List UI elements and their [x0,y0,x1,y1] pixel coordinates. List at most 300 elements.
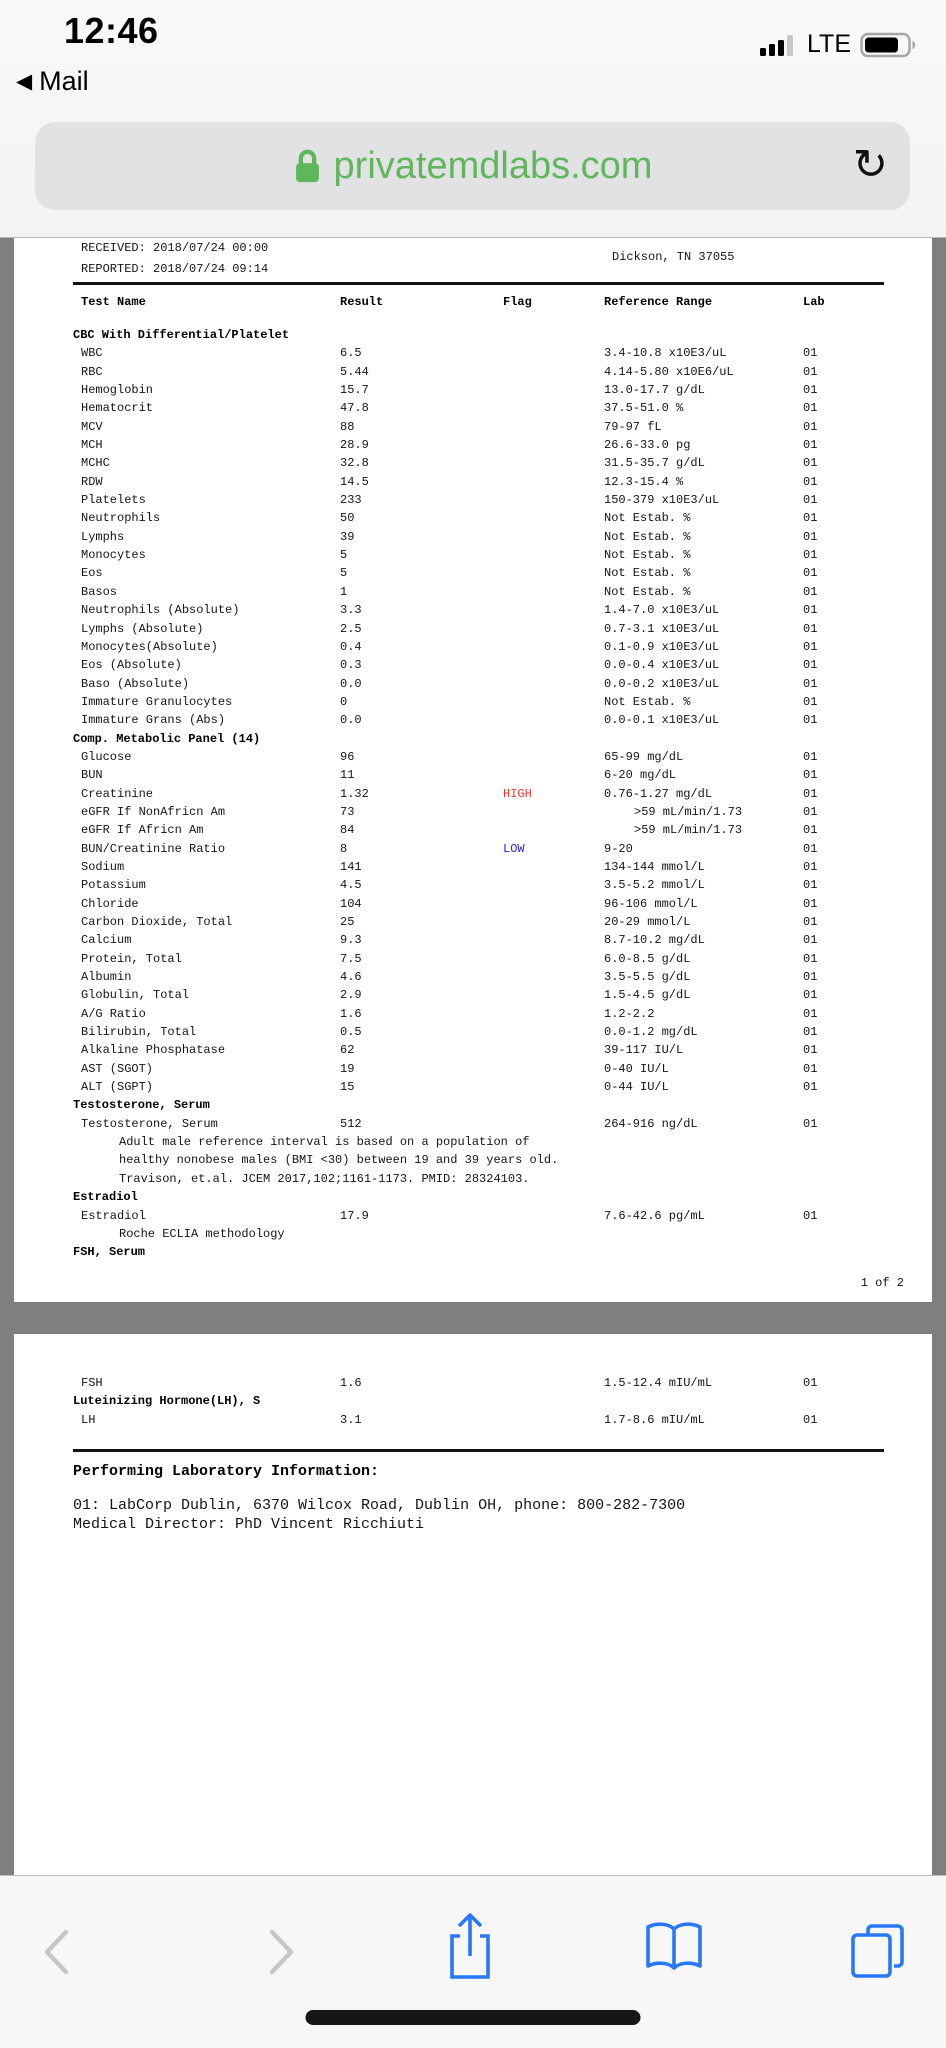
cell-flag [503,620,604,638]
cell-result: 84 [340,823,355,838]
back-triangle-icon: ◀ [16,70,33,93]
cell-flag [503,454,604,472]
table-row [14,1005,932,1023]
cell-result: 7.5 [340,951,362,966]
col-reference-range: Reference Range [604,295,713,309]
safari-bottom-toolbar [0,1875,946,2048]
cell-flag [503,1023,604,1041]
note-line: Roche ECLIA methodology [119,1226,285,1241]
cell-flag [503,766,604,784]
table-row [14,950,932,968]
status-time: 12:46 [64,10,159,51]
cell-name: RBC [81,364,103,379]
table-row [14,1411,932,1429]
share-button[interactable] [440,1910,500,1985]
share-icon [440,1910,500,1982]
patient-city: Dickson, TN 37055 [612,250,735,264]
cell-result: 2.9 [340,988,362,1003]
cell-flag [503,436,604,454]
table-row [14,858,932,876]
table-row [14,968,932,986]
cell-name: MCHC [81,456,110,471]
cell-flag [503,693,604,711]
cell-flag [503,1411,604,1429]
table-row [14,638,932,656]
cell-result: 47.8 [340,401,369,416]
cell-lab: 01 [803,474,818,489]
page-gap [0,1302,946,1320]
cell-lab: 01 [803,364,818,379]
cell-lab: 01 [803,529,818,544]
cell-range: Not Estab. % [604,694,691,709]
cell-flag [503,1115,604,1133]
table-row [14,436,932,454]
cell-lab: 01 [803,988,818,1003]
cell-lab: 01 [803,1043,818,1058]
cell-name: RDW [81,474,103,489]
cell-lab: 01 [803,933,818,948]
cell-result: 15 [340,1080,355,1095]
cell-name: ALT (SGPT) [81,1080,154,1095]
cell-range: 6.0-8.5 g/dL [604,951,691,966]
cell-name: Basos [81,584,118,599]
table-row [14,620,932,638]
cell-name: Creatinine [81,786,154,801]
cell-range: 3.4-10.8 x10E3/uL [604,346,727,361]
cell-lab: 01 [803,1006,818,1021]
status-right-cluster [760,30,920,59]
cell-result: 32.8 [340,456,369,471]
back-app-label: Mail [39,66,89,96]
cell-result: 0.5 [340,1025,362,1040]
book-icon [642,1920,706,1978]
section-header: FSH, Serum [73,1245,146,1260]
cell-result: 25 [340,915,355,929]
cell-lab: 01 [803,713,818,728]
cell-range: Not Estab. % [604,548,691,563]
cell-range: 150-379 x10E3/uL [604,493,720,508]
back-to-mail-button[interactable] [16,66,89,97]
cell-lab: 01 [803,786,818,801]
back-button[interactable] [42,1928,70,1979]
cell-name: Lymphs (Absolute) [81,621,204,636]
table-header-row [14,294,932,312]
cell-lab: 01 [803,419,818,434]
cell-result: 5 [340,566,348,581]
cell-result: 1.6 [340,1376,362,1390]
cell-flag [503,344,604,362]
chevron-right-icon [268,1928,296,1976]
cell-range: 0-40 IU/L [604,1061,669,1076]
cell-result: 3.1 [340,1412,362,1427]
table-row [14,748,932,766]
table-row [14,766,932,784]
table-row [14,583,932,601]
cell-result: 19 [340,1061,355,1076]
cell-flag [503,638,604,656]
cell-lab: 01 [803,658,818,673]
cell-range: Not Estab. % [604,511,691,526]
cell-range: 6-20 mg/dL [604,768,677,783]
network-type-label: LTE [807,30,851,58]
note-line: healthy nonobese males (BMI <30) between 19 and 39 years old. [119,1153,559,1168]
cell-name: BUN [81,768,103,783]
cell-lab: 01 [803,346,818,361]
home-indicator[interactable] [306,2010,641,2025]
cell-flag [503,473,604,491]
cell-range: 4.14-5.80 x10E6/uL [604,364,734,379]
table-row [14,546,932,564]
table-row [14,418,932,436]
cell-range: 20-29 mmol/L [604,915,691,929]
cell-result: 104 [340,896,362,911]
cell-name: Testosterone, Serum [81,1116,218,1131]
cell-range: Not Estab. % [604,566,691,581]
performing-lab-title: Performing Laboratory Information: [73,1463,380,1481]
cell-result: 1.6 [340,1006,362,1021]
url-bar[interactable] [35,122,910,210]
cell-lab: 01 [803,566,818,581]
cell-range: 3.5-5.2 mmol/L [604,878,705,893]
cell-name: Protein, Total [81,951,182,966]
cell-lab: 01 [803,1061,818,1076]
cell-flag [503,803,604,821]
cell-lab: 01 [803,401,818,416]
received-line: RECEIVED: 2018/07/24 00:00 [81,241,269,255]
table-row [14,1207,932,1225]
table-row [14,785,932,803]
note-line: Travison, et.al. JCEM 2017,102;1161-1173. PMID: 28324103. [119,1171,530,1186]
cell-result: 11 [340,768,355,783]
cell-result: 233 [340,493,362,508]
table-row [14,1374,932,1392]
report-page-2 [14,1334,932,1876]
page1-rows [14,326,932,1262]
table-row [14,821,932,839]
cell-lab: 01 [803,1080,818,1095]
table-row [14,711,932,729]
cell-name: Alkaline Phosphatase [81,1043,226,1058]
cell-lab: 01 [803,621,818,636]
cell-result: 1.32 [340,786,369,801]
cell-flag [503,1374,604,1392]
page2-rows [14,1334,932,1429]
cell-flag [503,564,604,582]
url-domain: privatemdlabs.com [333,144,653,187]
cell-range: Not Estab. % [604,584,691,599]
cell-result: 28.9 [340,438,369,453]
cell-range: 0.7-3.1 x10E3/uL [604,621,720,636]
cell-name: MCV [81,419,103,434]
cell-flag [503,601,604,619]
table-row [14,656,932,674]
cell-lab: 01 [803,456,818,471]
table-row [14,803,932,821]
cell-name: Platelets [81,493,146,508]
cell-name: Calcium [81,933,132,948]
cell-result: 5.44 [340,364,369,379]
section-header: Testosterone, Serum [73,1098,210,1113]
cell-lab: 01 [803,511,818,526]
note-line: Adult male reference interval is based on a population of [119,1135,530,1150]
table-row [14,601,932,619]
cell-flag: LOW [503,841,525,856]
cell-result: 141 [340,859,362,874]
cell-result: 15.7 [340,383,369,398]
cell-name: MCH [81,438,103,453]
bookmarks-button[interactable] [642,1920,706,1981]
cell-range: 65-99 mg/dL [604,749,684,764]
reload-icon[interactable]: ↻ [852,139,888,189]
cell-range: 96-106 mmol/L [604,896,698,911]
cell-range: >59 mL/min/1.73 [634,823,743,838]
cell-name: Hemoglobin [81,383,154,398]
cell-name: Neutrophils [81,511,161,526]
table-row [14,399,932,417]
cell-range: 0.76-1.27 mg/dL [604,786,713,801]
cell-range: 7.6-42.6 pg/mL [604,1208,705,1223]
pdf-viewer[interactable] [0,237,946,1876]
cell-name: eGFR If NonAfricn Am [81,804,226,819]
cellular-signal-icon [760,33,798,57]
table-row [14,344,932,362]
cell-range: 31.5-35.7 g/dL [604,456,705,471]
cell-name: Sodium [81,859,125,874]
cell-flag [503,399,604,417]
cell-flag [503,656,604,674]
table-row [14,1060,932,1078]
cell-flag: HIGH [503,786,532,801]
cell-result: 14.5 [340,474,369,489]
cell-result: 3.3 [340,603,362,618]
cell-name: Estradiol [81,1208,146,1223]
cell-lab: 01 [803,768,818,783]
cell-flag [503,986,604,1004]
cell-flag [503,491,604,509]
cell-lab: 01 [803,878,818,893]
table-row [14,1023,932,1041]
cell-range: 8.7-10.2 mg/dL [604,933,705,948]
cell-range: >59 mL/min/1.73 [634,804,743,819]
cell-range: 264-916 ng/dL [604,1116,698,1131]
cell-flag [503,363,604,381]
cell-lab: 01 [803,548,818,563]
cell-result: 4.5 [340,878,362,893]
cell-flag [503,876,604,894]
cell-lab: 01 [803,694,818,709]
col-test-name: Test Name [81,295,146,309]
cell-range: 12.3-15.4 % [604,474,684,489]
cell-result: 73 [340,804,355,819]
cell-name: Neutrophils (Absolute) [81,603,240,618]
cell-name: Lymphs [81,529,125,544]
table-row [14,895,932,913]
cell-lab: 01 [803,951,818,966]
cell-flag [503,858,604,876]
cell-name: Chloride [81,896,139,911]
section-header: Estradiol [73,1190,138,1205]
cell-flag [503,546,604,564]
cell-name: Carbon Dioxide, Total [81,915,233,929]
lock-icon [293,147,322,185]
cell-flag [503,1207,604,1225]
cell-flag [503,968,604,986]
cell-name: AST (SGOT) [81,1061,154,1076]
cell-range: 0.1-0.9 x10E3/uL [604,639,720,654]
cell-lab: 01 [803,823,818,838]
footer-divider [73,1449,884,1452]
cell-result: 2.5 [340,621,362,636]
cell-range: 26.6-33.0 pg [604,438,691,453]
section-header: CBC With Differential/Platelet [73,328,290,342]
cell-flag [503,931,604,949]
cell-lab: 01 [803,804,818,819]
cell-range: 0.0-0.2 x10E3/uL [604,676,720,691]
cell-flag [503,418,604,436]
cell-lab: 01 [803,970,818,985]
cell-range: Not Estab. % [604,529,691,544]
url-text [293,145,653,188]
cell-range: 37.5-51.0 % [604,401,684,416]
cell-name: Immature Granulocytes [81,694,233,709]
cell-lab: 01 [803,841,818,856]
table-row [14,675,932,693]
cell-flag [503,950,604,968]
cell-name: Monocytes(Absolute) [81,639,218,654]
cell-flag [503,821,604,839]
cell-flag [503,1078,604,1096]
cell-result: 96 [340,749,355,764]
cell-flag [503,748,604,766]
cell-lab: 01 [803,383,818,398]
cell-name: Bilirubin, Total [81,1025,197,1040]
cell-name: Immature Grans (Abs) [81,713,226,728]
table-row [14,693,932,711]
cell-lab: 01 [803,1376,818,1390]
report-page-1 [14,237,932,1302]
safari-top-chrome [0,0,946,238]
cell-flag [503,675,604,693]
received-reported-block [14,237,932,280]
cell-result: 0.0 [340,676,362,691]
cell-result: 0.4 [340,639,362,654]
cell-lab: 01 [803,639,818,654]
cell-flag [503,509,604,527]
cell-name: WBC [81,346,103,361]
cell-name: LH [81,1412,96,1427]
cell-result: 512 [340,1116,362,1131]
cell-lab: 01 [803,915,818,929]
lab-info-line-2: Medical Director: PhD Vincent Ricchiuti [73,1516,425,1534]
cell-result: 0.0 [340,713,362,728]
table-row [14,509,932,527]
cell-lab: 01 [803,584,818,599]
cell-range: 1.4-7.0 x10E3/uL [604,603,720,618]
cell-name: Hematocrit [81,401,154,416]
cell-name: Eos (Absolute) [81,658,182,673]
cell-lab: 01 [803,1412,818,1427]
cell-range: 79-97 fL [604,419,662,434]
chevron-left-icon [42,1928,70,1976]
performing-lab-lines [73,1496,932,1534]
section-header: Luteinizing Hormone(LH), S [73,1394,261,1409]
table-row [14,840,932,858]
cell-range: 134-144 mmol/L [604,859,705,874]
table-row [14,363,932,381]
cell-result: 17.9 [340,1208,369,1223]
cell-flag [503,913,604,931]
cell-range: 1.5-4.5 g/dL [604,988,691,1003]
page-number: 1 of 2 [860,1276,904,1290]
cell-flag [503,381,604,399]
cell-range: 1.2-2.2 [604,1006,655,1021]
cell-result: 62 [340,1043,355,1058]
cell-result: 4.6 [340,970,362,985]
cell-flag [503,1041,604,1059]
header-divider [73,282,884,285]
cell-result: 50 [340,511,355,526]
cell-lab: 01 [803,896,818,911]
cell-lab: 01 [803,1116,818,1131]
cell-range: 3.5-5.5 g/dL [604,970,691,985]
table-row [14,913,932,931]
cell-name: Monocytes [81,548,146,563]
table-row [14,986,932,1004]
cell-range: 0.0-0.1 x10E3/uL [604,713,720,728]
table-row [14,876,932,894]
cell-name: Albumin [81,970,132,985]
cell-flag [503,1005,604,1023]
col-flag: Flag [503,295,532,309]
cell-lab: 01 [803,493,818,508]
cell-result: 88 [340,419,355,434]
cell-name: A/G Ratio [81,1006,146,1021]
cell-range: 1.7-8.6 mIU/mL [604,1412,705,1427]
cell-name: Eos [81,566,103,581]
cell-flag [503,711,604,729]
table-row [14,491,932,509]
cell-result: 8 [340,841,348,856]
table-row [14,564,932,582]
reported-line: REPORTED: 2018/07/24 09:14 [81,262,269,276]
tabs-icon [848,1922,906,1980]
cell-result: 39 [340,529,355,544]
cell-range: 1.5-12.4 mIU/mL [604,1376,713,1390]
cell-lab: 01 [803,438,818,453]
cell-range: 9-20 [604,841,633,856]
cell-result: 9.3 [340,933,362,948]
table-row [14,931,932,949]
table-row [14,1115,932,1133]
cell-lab: 01 [803,1208,818,1223]
cell-name: Glucose [81,749,132,764]
cell-flag [503,528,604,546]
cell-result: 0 [340,694,348,709]
cell-range: 39-117 IU/L [604,1043,684,1058]
col-result: Result [340,295,384,309]
cell-name: eGFR If Africn Am [81,823,204,838]
section-header: Comp. Metabolic Panel (14) [73,731,261,746]
col-lab: Lab [803,295,825,309]
cell-name: Globulin, Total [81,988,190,1003]
table-row [14,473,932,491]
forward-button[interactable] [268,1928,296,1979]
cell-lab: 01 [803,1025,818,1040]
lab-info-line-1: 01: LabCorp Dublin, 6370 Wilcox Road, Dublin OH, phone: 800-282-7300 [73,1497,686,1515]
cell-lab: 01 [803,676,818,691]
tabs-button[interactable] [848,1922,906,1983]
table-row [14,528,932,546]
